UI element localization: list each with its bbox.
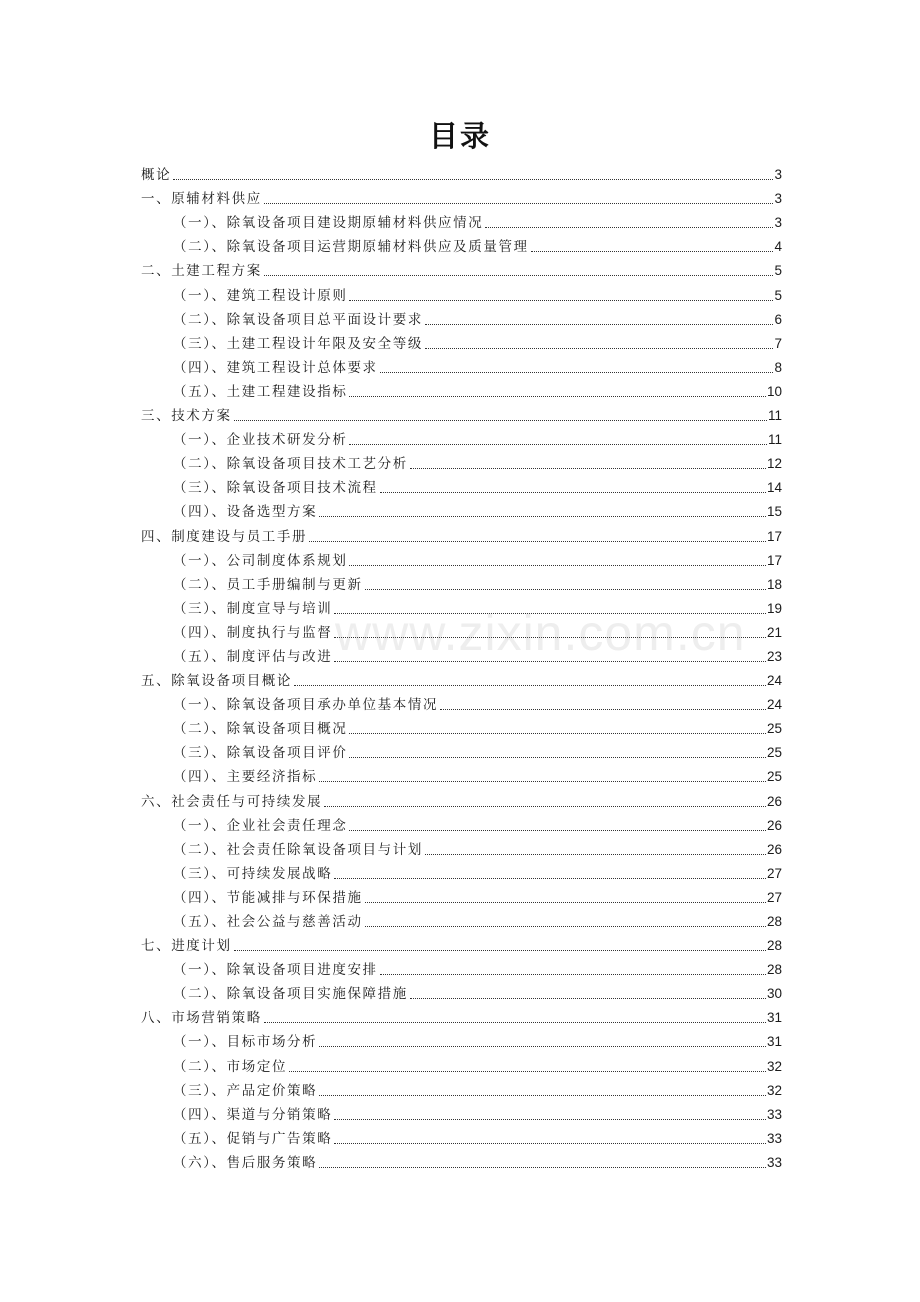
toc-section-row[interactable] <box>141 883 782 907</box>
toc-dot-leader <box>334 637 766 638</box>
toc-section-row[interactable] <box>141 353 782 377</box>
toc-section-row[interactable] <box>141 811 782 835</box>
toc-entry-label: （二）、除氧设备项目运营期原辅材料供应及质量管理 <box>173 239 529 256</box>
toc-dot-leader <box>324 806 766 807</box>
toc-page-number: 23 <box>766 648 782 664</box>
toc-dot-leader <box>334 613 766 614</box>
toc-dot-leader <box>264 203 774 204</box>
toc-dot-leader <box>334 1119 766 1120</box>
toc-page-number: 31 <box>766 1010 782 1026</box>
toc-dot-leader <box>349 733 766 734</box>
toc-page-number: 27 <box>766 889 782 905</box>
toc-page-number: 33 <box>766 1130 782 1146</box>
toc-dot-leader <box>349 830 766 831</box>
toc-page-number: 26 <box>766 817 782 833</box>
toc-section-row[interactable] <box>141 449 782 473</box>
toc-dot-leader <box>234 420 767 421</box>
toc-page-number: 3 <box>774 215 782 231</box>
toc-dot-leader <box>425 348 774 349</box>
toc-section-row[interactable] <box>141 690 782 714</box>
toc-page-number: 26 <box>766 841 782 857</box>
toc-dot-leader <box>319 781 766 782</box>
toc-entry-label: （六）、售后服务策略 <box>173 1154 318 1171</box>
toc-page-number: 4 <box>774 239 782 255</box>
toc-entry-label: 四、制度建设与员工手册 <box>141 528 308 545</box>
toc-page-number: 5 <box>774 287 782 303</box>
toc-dot-leader <box>319 516 766 517</box>
toc-entry-label: （一）、公司制度体系规划 <box>173 552 348 569</box>
toc-page-number: 28 <box>766 938 782 954</box>
toc-page-number: 6 <box>774 311 782 327</box>
toc-page-number: 25 <box>766 721 782 737</box>
toc-chapter-row[interactable] <box>141 786 782 810</box>
toc-section-row[interactable] <box>141 738 782 762</box>
toc-entry-label: （三）、产品定价策略 <box>173 1082 318 1099</box>
toc-section-row[interactable] <box>141 907 782 931</box>
toc-page-number: 11 <box>767 408 782 424</box>
toc-entry-label: （一）、除氧设备项目建设期原辅材料供应情况 <box>173 215 484 232</box>
toc-dot-leader <box>234 950 766 951</box>
toc-dot-leader <box>334 661 766 662</box>
toc-entry-label: （一）、除氧设备项目进度安排 <box>173 962 378 979</box>
toc-entry-label: （三）、除氧设备项目技术流程 <box>173 480 378 497</box>
toc-section-row[interactable] <box>141 1148 782 1172</box>
toc-dot-leader <box>349 300 773 301</box>
toc-entry-label: （四）、制度执行与监督 <box>173 624 333 641</box>
toc-page-number: 24 <box>766 697 782 713</box>
toc-section-row[interactable] <box>141 377 782 401</box>
toc-section-row[interactable] <box>141 859 782 883</box>
toc-dot-leader <box>365 589 766 590</box>
toc-entry-label: （三）、土建工程设计年限及安全等级 <box>173 335 423 352</box>
toc-dot-leader <box>485 227 773 228</box>
toc-page-number: 33 <box>766 1154 782 1170</box>
toc-dot-leader <box>334 1143 766 1144</box>
toc-list <box>141 160 782 1172</box>
toc-dot-leader <box>334 878 766 879</box>
toc-section-row[interactable] <box>141 955 782 979</box>
toc-dot-leader <box>425 324 774 325</box>
toc-dot-leader <box>410 998 766 999</box>
toc-page-number: 3 <box>774 167 782 183</box>
toc-page-number: 25 <box>766 745 782 761</box>
toc-entry-label: 六、社会责任与可持续发展 <box>141 793 323 810</box>
toc-page-number: 25 <box>766 769 782 785</box>
toc-page-number: 17 <box>766 552 782 568</box>
toc-section-row[interactable] <box>141 642 782 666</box>
toc-chapter-row[interactable] <box>141 160 782 184</box>
toc-section-row[interactable] <box>141 280 782 304</box>
toc-section-row[interactable] <box>141 762 782 786</box>
toc-chapter-row[interactable] <box>141 666 782 690</box>
toc-section-row[interactable] <box>141 1027 782 1051</box>
toc-entry-label: 八、市场营销策略 <box>141 1010 262 1027</box>
toc-section-row[interactable] <box>141 232 782 256</box>
toc-entry-label: 七、进度计划 <box>141 938 232 955</box>
toc-entry-label: （四）、建筑工程设计总体要求 <box>173 359 378 376</box>
toc-page-number: 24 <box>766 673 782 689</box>
toc-section-row[interactable] <box>141 305 782 329</box>
toc-page-number: 12 <box>766 456 782 472</box>
toc-section-row[interactable] <box>141 473 782 497</box>
toc-entry-label: （一）、企业社会责任理念 <box>173 817 348 834</box>
toc-section-row[interactable] <box>141 425 782 449</box>
toc-entry-label: （三）、制度宣导与培训 <box>173 600 333 617</box>
toc-entry-label: （二）、市场定位 <box>173 1058 288 1075</box>
toc-dot-leader <box>319 1167 766 1168</box>
toc-dot-leader <box>349 565 766 566</box>
watermark: www.zixin.com.cn <box>335 605 746 661</box>
toc-section-row[interactable] <box>141 1076 782 1100</box>
toc-section-row[interactable] <box>141 835 782 859</box>
toc-entry-label: （二）、员工手册编制与更新 <box>173 576 363 593</box>
toc-entry-label: （五）、促销与广告策略 <box>173 1130 333 1147</box>
toc-entry-label: （二）、除氧设备项目实施保障措施 <box>173 986 408 1003</box>
toc-section-row[interactable] <box>141 618 782 642</box>
toc-entry-label: （四）、主要经济指标 <box>173 769 318 786</box>
toc-page-number: 26 <box>766 793 782 809</box>
toc-page-number: 18 <box>766 576 782 592</box>
toc-dot-leader <box>349 396 766 397</box>
toc-section-row[interactable] <box>141 329 782 353</box>
toc-dot-leader <box>294 685 766 686</box>
toc-dot-leader <box>380 974 766 975</box>
toc-chapter-row[interactable] <box>141 931 782 955</box>
toc-entry-label: （一）、企业技术研发分析 <box>173 432 348 449</box>
toc-entry-label: （五）、社会公益与慈善活动 <box>173 914 363 930</box>
toc-chapter-row[interactable] <box>141 401 782 425</box>
toc-page-number: 14 <box>766 480 782 496</box>
toc-page-number: 30 <box>766 986 782 1002</box>
toc-dot-leader <box>410 468 766 469</box>
toc-dot-leader <box>264 275 774 276</box>
toc-page-number: 32 <box>766 1082 782 1098</box>
toc-dot-leader <box>349 757 766 758</box>
toc-dot-leader <box>440 709 766 710</box>
toc-chapter-row[interactable] <box>141 1003 782 1027</box>
toc-entry-label: （四）、设备选型方案 <box>173 504 318 521</box>
toc-page-number: 27 <box>766 865 782 881</box>
toc-entry-label: 一、原辅材料供应 <box>141 191 262 208</box>
toc-entry-label: （三）、除氧设备项目评价 <box>173 745 348 762</box>
toc-chapter-row[interactable] <box>141 521 782 545</box>
toc-entry-label: （二）、社会责任除氧设备项目与计划 <box>173 841 423 858</box>
toc-section-row[interactable] <box>141 546 782 570</box>
toc-page-number: 19 <box>766 600 782 616</box>
toc-entry-label: （二）、除氧设备项目总平面设计要求 <box>173 311 423 328</box>
toc-dot-leader <box>319 1095 766 1096</box>
toc-section-row[interactable] <box>141 594 782 618</box>
toc-section-row[interactable] <box>141 208 782 232</box>
toc-page-number: 28 <box>766 962 782 978</box>
toc-page-number: 8 <box>774 359 782 375</box>
toc-entry-label: 三、技术方案 <box>141 408 232 425</box>
toc-page-number: 15 <box>766 504 782 520</box>
toc-page-number: 21 <box>766 624 782 640</box>
toc-entry-label: （二）、除氧设备项目技术工艺分析 <box>173 456 408 473</box>
toc-page-number: 28 <box>766 914 782 929</box>
toc-section-row[interactable] <box>141 979 782 1003</box>
toc-dot-leader <box>425 854 766 855</box>
toc-entry-label: （五）、土建工程建设指标 <box>173 383 348 400</box>
toc-section-row[interactable] <box>141 1124 782 1148</box>
toc-section-row[interactable] <box>141 1100 782 1124</box>
toc-entry-label: （二）、除氧设备项目概况 <box>173 721 348 738</box>
toc-dot-leader <box>380 372 774 373</box>
toc-section-row[interactable] <box>141 570 782 594</box>
toc-page-number: 5 <box>774 263 782 279</box>
toc-entry-label: （四）、渠道与分销策略 <box>173 1106 333 1123</box>
toc-section-row[interactable] <box>141 1051 782 1075</box>
toc-dot-leader <box>309 541 766 542</box>
toc-title: 目录 <box>428 119 491 153</box>
toc-page-number: 17 <box>766 528 782 544</box>
toc-entry-label: 五、除氧设备项目概论 <box>141 673 292 690</box>
toc-dot-leader <box>365 926 766 927</box>
toc-chapter-row[interactable] <box>141 256 782 280</box>
toc-chapter-row[interactable] <box>141 184 782 208</box>
toc-entry-label: 概论 <box>141 167 172 184</box>
toc-page-number: 32 <box>766 1058 782 1074</box>
toc-page-number: 7 <box>774 335 782 351</box>
toc-entry-label: 二、土建工程方案 <box>141 263 262 280</box>
toc-dot-leader <box>380 492 766 493</box>
toc-dot-leader <box>349 444 767 445</box>
toc-page-number: 33 <box>766 1106 782 1122</box>
toc-dot-leader <box>173 179 773 180</box>
toc-entry-label: （五）、制度评估与改进 <box>173 648 333 665</box>
toc-page-number: 10 <box>766 383 782 399</box>
toc-page-number: 3 <box>774 191 782 207</box>
toc-dot-leader <box>531 251 774 252</box>
toc-entry-label: （三）、可持续发展战略 <box>173 865 333 882</box>
toc-dot-leader <box>365 902 766 903</box>
toc-entry-label: （四）、节能减排与环保措施 <box>173 889 363 906</box>
toc-section-row[interactable] <box>141 714 782 738</box>
toc-dot-leader <box>264 1022 766 1023</box>
toc-page-number: 31 <box>766 1034 782 1050</box>
toc-entry-label: （一）、目标市场分析 <box>173 1034 318 1051</box>
toc-page-number: 11 <box>767 432 782 448</box>
toc-entry-label: （一）、建筑工程设计原则 <box>173 287 348 304</box>
toc-dot-leader <box>319 1046 766 1047</box>
toc-entry-label: （一）、除氧设备项目承办单位基本情况 <box>173 697 439 714</box>
toc-section-row[interactable] <box>141 497 782 521</box>
toc-dot-leader <box>289 1071 766 1072</box>
